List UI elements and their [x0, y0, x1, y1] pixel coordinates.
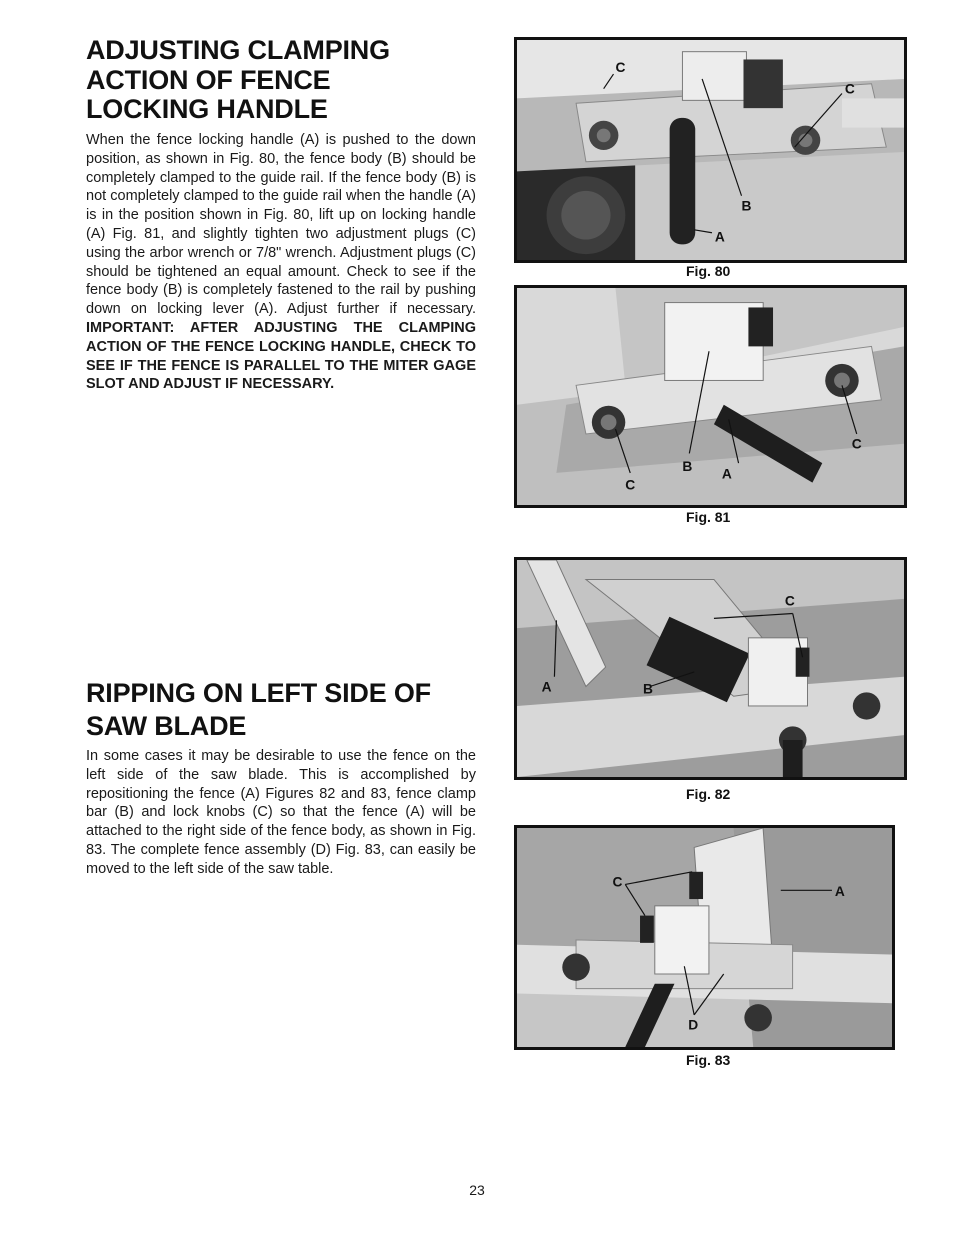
fig82-label-a: A [541, 679, 552, 695]
clamping-important-note: IMPORTANT: AFTER ADJUSTING THE CLAMPING ACTION OF THE FENCE LOCKING HANDLE, CHECK TO SEE IF THE FENCE IS PARALLEL TO THE MITER GAGE SLOT AND ADJUST IF NECESSARY. [86, 319, 476, 393]
fig80-label-c-left: C [615, 60, 626, 76]
fig81-label-b: B [682, 459, 693, 474]
fig81-label-c-right: C [851, 436, 862, 452]
fig83-label-d: D [688, 1017, 699, 1033]
fig80-caption: Fig. 80 [686, 263, 731, 279]
fig82-label-c: C [784, 593, 795, 609]
section-title-clamping [86, 36, 486, 125]
fig80-illustration [517, 40, 904, 260]
fig82-illustration [517, 560, 904, 777]
fig82-caption: Fig. 82 [686, 786, 731, 802]
title-line: LOCKING HANDLE [86, 94, 328, 124]
fig81-illustration [517, 288, 904, 505]
title-line: ADJUSTING CLAMPING [86, 35, 390, 65]
figure-80-photo [514, 37, 907, 263]
title-line: ACTION OF FENCE [86, 64, 331, 95]
fig81-label-a: A [721, 466, 732, 482]
fig83-illustration [517, 828, 892, 1047]
section-title-ripping [86, 677, 506, 743]
title-line: RIPPING ON LEFT SIDE OF [86, 678, 431, 708]
page-number: 23 [469, 1182, 485, 1198]
fig80-label-b: B [741, 198, 752, 214]
fig80-label-c-right: C [844, 81, 855, 97]
fig81-caption: Fig. 81 [686, 509, 731, 525]
title-line: SAW BLADE [86, 711, 247, 741]
fig80-label-a: A [714, 229, 725, 245]
fig82-label-b: B [643, 681, 653, 697]
fig81-label-c-left: C [625, 477, 636, 493]
ripping-paragraph [86, 747, 476, 879]
clamping-body: When the fence locking handle (A) is pushed to the down position, as shown in Fig. 80, the fence body (B) should be completely clamped to the guide rail. If the fence body (B) is not completely clamped to the guide rail when the handle (A) is in the position shown in Fig. 80, lift up on locking handle (A) Fig. 81, and slightly tighten two adjustment plugs (C) using the arbor wrench or 7/8" wrench. Adjustment plugs (C) should be tightened an equal amount. Check to see if the fence body (B) is completely fastened to the rail by pushing down on locking lever (A). Adjust further if necessary. [86, 132, 476, 318]
figure-83-photo [514, 825, 895, 1050]
figure-82-photo [514, 557, 907, 780]
fig83-label-a: A [834, 884, 845, 900]
ripping-body: In some cases it may be desirable to use the fence on the left side of the saw blade. This is accomplished by repositioning the fence (A) Figures 82 and 83, fence clamp bar (B) and lock knobs (C) so that the fence (A) will be attached to the right side of the fence body, as shown in Fig. 83. The complete fence assembly (D) Fig. 83, can easily be moved to the left side of the saw table. [86, 748, 476, 877]
fig83-label-c: C [612, 874, 623, 890]
figure-81-photo [514, 285, 907, 508]
clamping-paragraph [86, 131, 476, 394]
fig83-caption: Fig. 83 [686, 1052, 731, 1068]
